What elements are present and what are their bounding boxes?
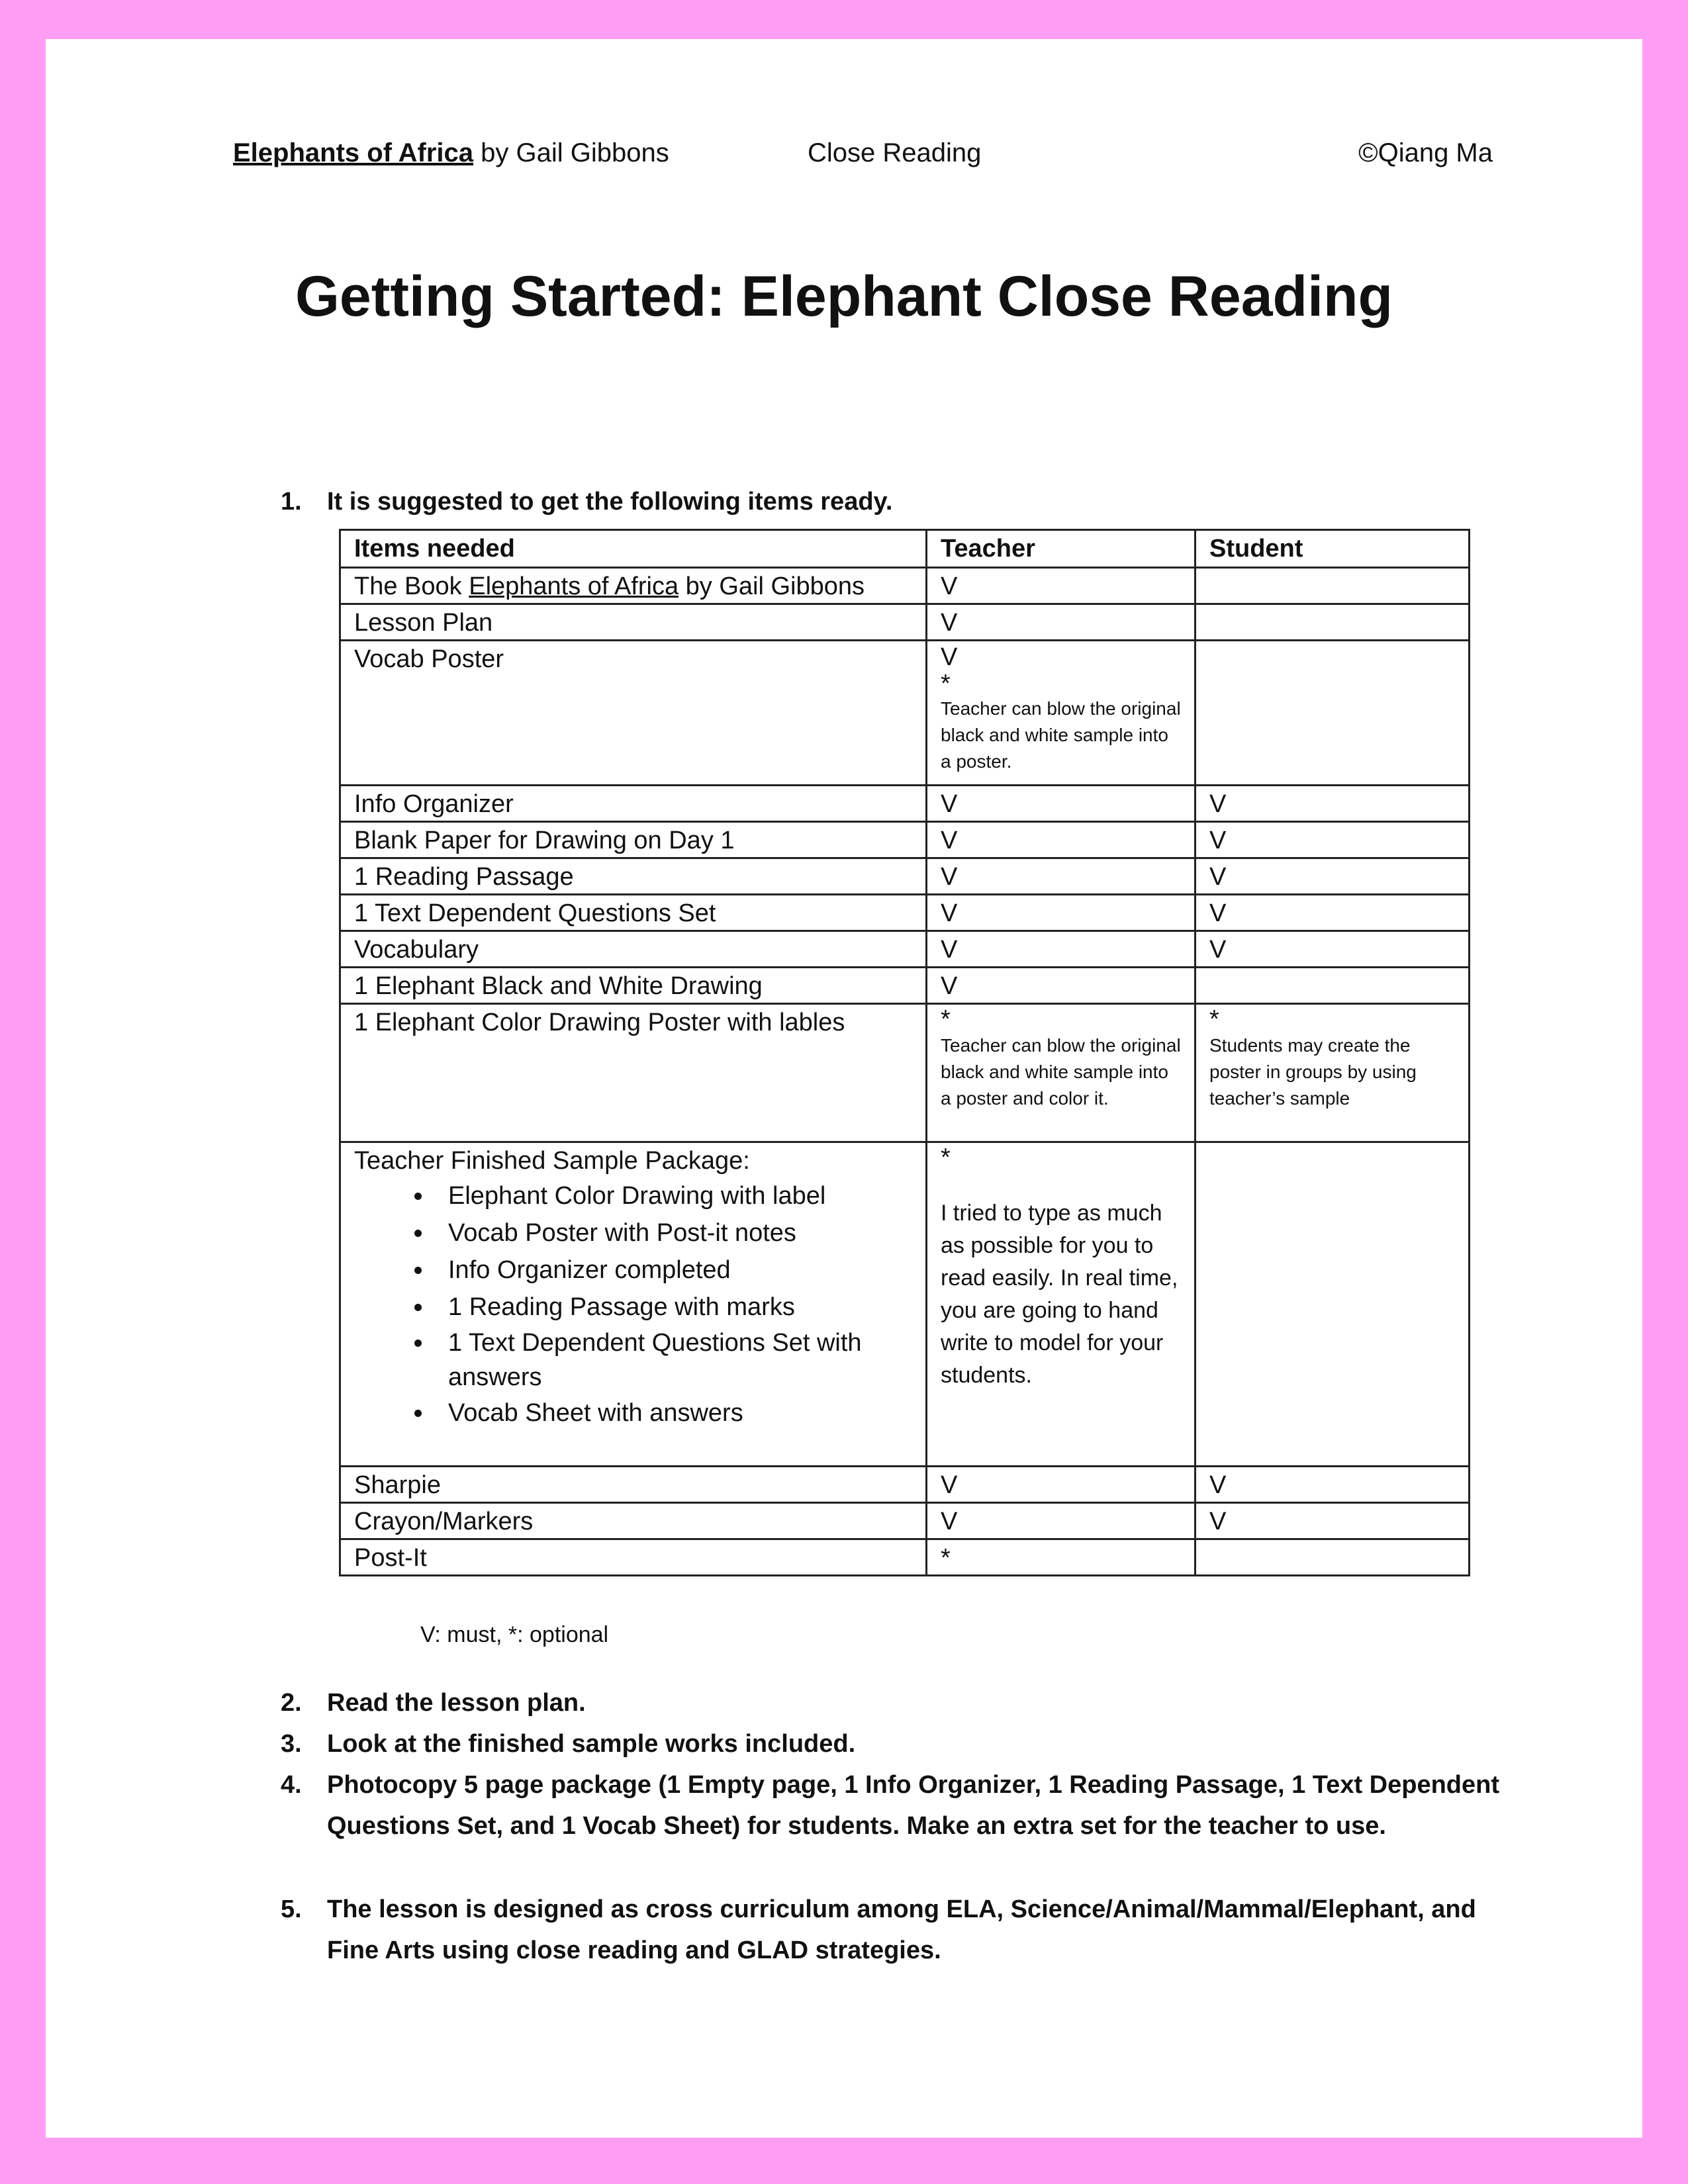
item-cell: Vocab Poster xyxy=(340,641,927,786)
step-number: 5. xyxy=(281,1895,302,1923)
step-number: 1. xyxy=(281,488,302,516)
student-cell xyxy=(1196,1539,1470,1576)
list-item: • Vocab Poster with Post-it notes xyxy=(434,1214,912,1251)
header-left xyxy=(233,138,669,168)
list-item: • Vocab Sheet with answers xyxy=(434,1394,912,1432)
header-book-title: Elephants of Africa xyxy=(233,138,474,167)
table-row xyxy=(340,931,1470,968)
items-table xyxy=(339,529,1470,1576)
optional-mark: * xyxy=(941,1005,951,1033)
page-header xyxy=(233,138,1493,185)
step-text: Look at the finished sample works included. xyxy=(327,1730,856,1758)
step-text: Read the lesson plan. xyxy=(327,1689,586,1717)
student-note: Students may create the poster in groups by using teacher’s sample xyxy=(1209,1035,1417,1109)
teacher-note: Teacher can blow the original black and white sample into a poster. xyxy=(941,698,1181,772)
table-row xyxy=(340,895,1470,931)
table-header-row xyxy=(340,530,1470,568)
student-cell: V xyxy=(1196,1503,1470,1539)
item-cell: Sharpie xyxy=(340,1467,927,1503)
optional-mark: * xyxy=(941,670,951,698)
teacher-cell: V xyxy=(927,931,1196,968)
item-cell: Crayon/Markers xyxy=(340,1503,927,1539)
step-2 xyxy=(281,1682,1505,1723)
table-row xyxy=(340,604,1470,641)
item-cell: Vocabulary xyxy=(340,931,927,968)
teacher-cell xyxy=(927,1004,1196,1142)
page-title: Getting Started: Elephant Close Reading xyxy=(295,265,1393,328)
step-4 xyxy=(281,1764,1505,1846)
table-row xyxy=(340,858,1470,895)
student-cell: V xyxy=(1196,931,1470,968)
teacher-note: Teacher can blow the original black and white sample into a poster and color it. xyxy=(941,1035,1181,1109)
teacher-cell: V xyxy=(927,1467,1196,1503)
student-cell: V xyxy=(1196,858,1470,895)
student-cell: V xyxy=(1196,895,1470,931)
table-row xyxy=(340,968,1470,1004)
item-cell: 1 Elephant Color Drawing Poster with lables xyxy=(340,1004,927,1142)
header-student: Student xyxy=(1196,530,1470,568)
student-cell: V xyxy=(1196,822,1470,858)
header-center: Close Reading xyxy=(808,138,982,167)
step-5 xyxy=(281,1889,1505,1971)
teacher-cell: V xyxy=(927,822,1196,858)
table-row xyxy=(340,1467,1470,1503)
item-cell: 1 Text Dependent Questions Set xyxy=(340,895,927,931)
list-item: • Info Organizer completed xyxy=(434,1251,912,1289)
table-row xyxy=(340,568,1470,604)
table-row xyxy=(340,641,1470,786)
student-cell xyxy=(1196,568,1470,604)
list-item: • 1 Reading Passage with marks xyxy=(434,1289,912,1326)
book-author: by Gail Gibbons xyxy=(679,572,865,600)
item-cell: 1 Reading Passage xyxy=(340,858,927,895)
table-row xyxy=(340,822,1470,858)
teacher-cell: V xyxy=(927,895,1196,931)
student-cell xyxy=(1196,968,1470,1004)
list-item: • 1 Text Dependent Questions Set with answers xyxy=(434,1326,912,1394)
list-item: • Elephant Color Drawing with label xyxy=(434,1177,912,1214)
student-cell: V xyxy=(1196,1467,1470,1503)
item-cell: Lesson Plan xyxy=(340,604,927,641)
table-row xyxy=(340,1539,1470,1576)
optional-mark: * xyxy=(1209,1005,1219,1033)
package-title: Teacher Finished Sample Package: xyxy=(354,1147,750,1175)
header-items-needed: Items needed xyxy=(340,530,927,568)
teacher-cell xyxy=(927,641,1196,786)
book-prefix: The Book xyxy=(354,572,469,600)
student-cell xyxy=(1196,641,1470,786)
teacher-cell: V xyxy=(927,786,1196,822)
item-cell xyxy=(340,1142,927,1467)
table-row xyxy=(340,1004,1470,1142)
header-teacher: Teacher xyxy=(927,530,1196,568)
item-cell: 1 Elephant Black and White Drawing xyxy=(340,968,927,1004)
teacher-cell: V xyxy=(927,968,1196,1004)
book-title: Elephants of Africa xyxy=(469,572,679,600)
table-row xyxy=(340,1503,1470,1539)
optional-mark: * xyxy=(941,1144,951,1171)
step-number: 3. xyxy=(281,1730,302,1758)
item-cell: Post-It xyxy=(340,1539,927,1576)
step-text: The lesson is designed as cross curriculum among ELA, Science/Animal/Mammal/Elephant, and Fine Arts using close reading and GLAD strategies. xyxy=(327,1895,1476,1964)
student-cell xyxy=(1196,1142,1470,1467)
header-book-author: by Gail Gibbons xyxy=(473,138,669,167)
teacher-cell xyxy=(927,1142,1196,1467)
package-list xyxy=(354,1177,912,1432)
table-row-package xyxy=(340,1142,1470,1467)
item-cell xyxy=(340,568,927,604)
step-text: Photocopy 5 page package (1 Empty page, 1 Info Organizer, 1 Reading Passage, 1 Text Dependent Questions Set, and 1 Vocab Sheet) for students. Make an extra set for the teacher to use. xyxy=(327,1771,1500,1840)
header-copyright: ©Qiang Ma xyxy=(1358,138,1493,167)
item-cell: Blank Paper for Drawing on Day 1 xyxy=(340,822,927,858)
page xyxy=(46,39,1642,2138)
teacher-cell: V xyxy=(927,858,1196,895)
step-1 xyxy=(281,481,1505,522)
student-cell xyxy=(1196,1004,1470,1142)
step-text: It is suggested to get the following items ready. xyxy=(327,488,893,516)
teacher-mark: V xyxy=(941,643,958,671)
student-cell xyxy=(1196,604,1470,641)
step-number: 2. xyxy=(281,1689,302,1717)
step-number: 4. xyxy=(281,1771,302,1799)
table-row xyxy=(340,786,1470,822)
teacher-cell: V xyxy=(927,1503,1196,1539)
item-cell: Info Organizer xyxy=(340,786,927,822)
step-3 xyxy=(281,1723,1505,1764)
teacher-cell: V xyxy=(927,604,1196,641)
teacher-cell: V xyxy=(927,568,1196,604)
table-legend: V: must, *: optional xyxy=(420,1622,609,1647)
teacher-cell: * xyxy=(927,1539,1196,1576)
student-cell: V xyxy=(1196,786,1470,822)
teacher-note: I tried to type as much as possible for you to read easily. In real time, you are going to hand write to model for your students. xyxy=(941,1201,1178,1388)
